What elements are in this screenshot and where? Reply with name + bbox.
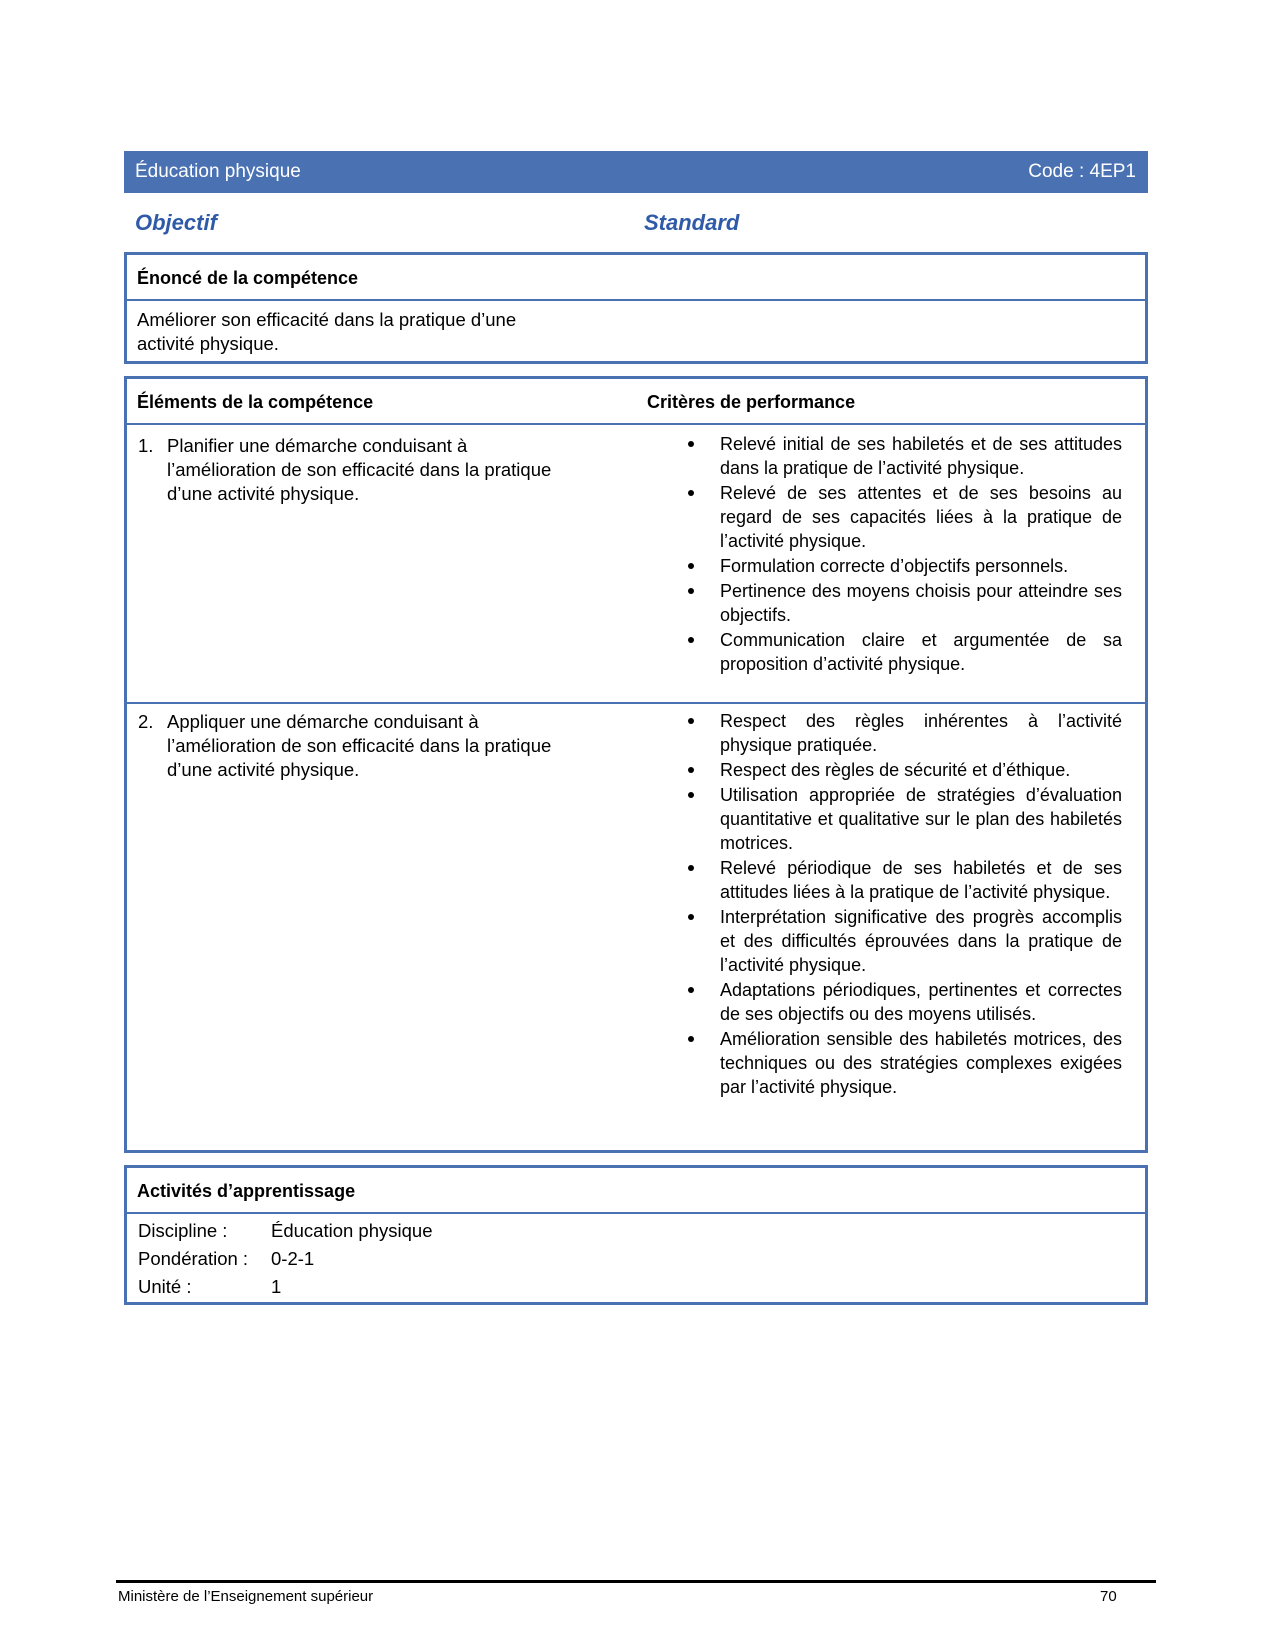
activites-box xyxy=(124,1165,1148,1305)
unite-line xyxy=(138,1276,281,1298)
element-text-line: l’amélioration de son efficacité dans la pratique xyxy=(167,459,552,480)
standard-label: Standard xyxy=(644,210,740,235)
activites-heading: Activités d’apprentissage xyxy=(137,1181,356,1201)
enonce-box xyxy=(124,252,1148,364)
enonce-text-line2: activité physique. xyxy=(137,333,279,354)
criterion-item: Respect des règles de sécurité et d’éthique. xyxy=(682,758,1122,782)
element-text-line: l’amélioration de son efficacité dans la pratique xyxy=(167,735,552,756)
criterion-item: Relevé de ses attentes et de ses besoins au regard de ses capacités liées à la pratique de l’activité physique. xyxy=(682,481,1122,553)
elements-header xyxy=(127,379,1145,425)
criteria-list-2 xyxy=(682,709,1122,1100)
criterion-item: Utilisation appropriée de stratégies d’évaluation quantitative et qualitative sur le plan des habiletés motrices. xyxy=(682,783,1122,855)
footer-ministry: Ministère de l’Enseignement supérieur xyxy=(118,1588,374,1605)
ponderation-value: 0-2-1 xyxy=(271,1248,315,1269)
element-number: 1. xyxy=(138,435,154,456)
criterion-item: Relevé initial de ses habiletés et de ses attitudes dans la pratique de l’activité physique. xyxy=(682,432,1122,480)
criterion-item: Pertinence des moyens choisis pour atteindre ses objectifs. xyxy=(682,579,1122,627)
enonce-heading: Énoncé de la compétence xyxy=(137,268,359,288)
row-divider xyxy=(127,702,1145,704)
unite-label: Unité : xyxy=(138,1276,192,1297)
discipline-line xyxy=(138,1220,432,1242)
elements-heading: Éléments de la compétence xyxy=(137,392,374,412)
activites-header xyxy=(127,1168,1145,1214)
elements-box xyxy=(124,376,1148,1153)
unite-value: 1 xyxy=(271,1276,282,1297)
element-number: 2. xyxy=(138,711,154,732)
criterion-item: Amélioration sensible des habiletés motrices, des techniques ou des stratégies complexes exigées par l’activité physique. xyxy=(682,1027,1122,1099)
enonce-header xyxy=(127,255,1145,301)
element-text-line: Appliquer une démarche conduisant à xyxy=(167,711,479,732)
code-label: Code : xyxy=(1028,161,1085,182)
enonce-text-line1: Améliorer son efficacité dans la pratique d’une xyxy=(137,309,517,330)
code-value: 4EP1 xyxy=(1089,161,1136,182)
criterion-item: Formulation correcte d’objectifs personnels. xyxy=(682,554,1122,578)
criterion-item: Respect des règles inhérentes à l’activité physique pratiquée. xyxy=(682,709,1122,757)
criterion-item: Communication claire et argumentée de sa proposition d’activité physique. xyxy=(682,628,1122,676)
objectif-label: Objectif xyxy=(135,210,217,235)
element-text-line: Planifier une démarche conduisant à xyxy=(167,435,468,456)
criterion-item: Adaptations périodiques, pertinentes et correctes de ses objectifs ou des moyens utilisés. xyxy=(682,978,1122,1026)
criteria-heading: Critères de performance xyxy=(647,392,856,412)
element-text-line: d’une activité physique. xyxy=(167,483,360,504)
criterion-item: Relevé périodique de ses habiletés et de ses attitudes liées à la pratique de l’activité physique. xyxy=(682,856,1122,904)
ponderation-label: Pondération : xyxy=(138,1248,249,1269)
header-bar xyxy=(124,151,1148,193)
course-title: Éducation physique xyxy=(135,161,301,182)
course-code xyxy=(1028,161,1136,183)
discipline-label: Discipline : xyxy=(138,1220,228,1241)
discipline-value: Éducation physique xyxy=(271,1220,433,1241)
footer-rule xyxy=(116,1580,1156,1583)
criterion-item: Interprétation significative des progrès accomplis et des difficultés éprouvées dans la pratique de l’activité physique. xyxy=(682,905,1122,977)
criteria-list-1 xyxy=(682,432,1122,677)
ponderation-line xyxy=(138,1248,314,1270)
element-text-line: d’une activité physique. xyxy=(167,759,360,780)
page-number: 70 xyxy=(1100,1588,1117,1605)
